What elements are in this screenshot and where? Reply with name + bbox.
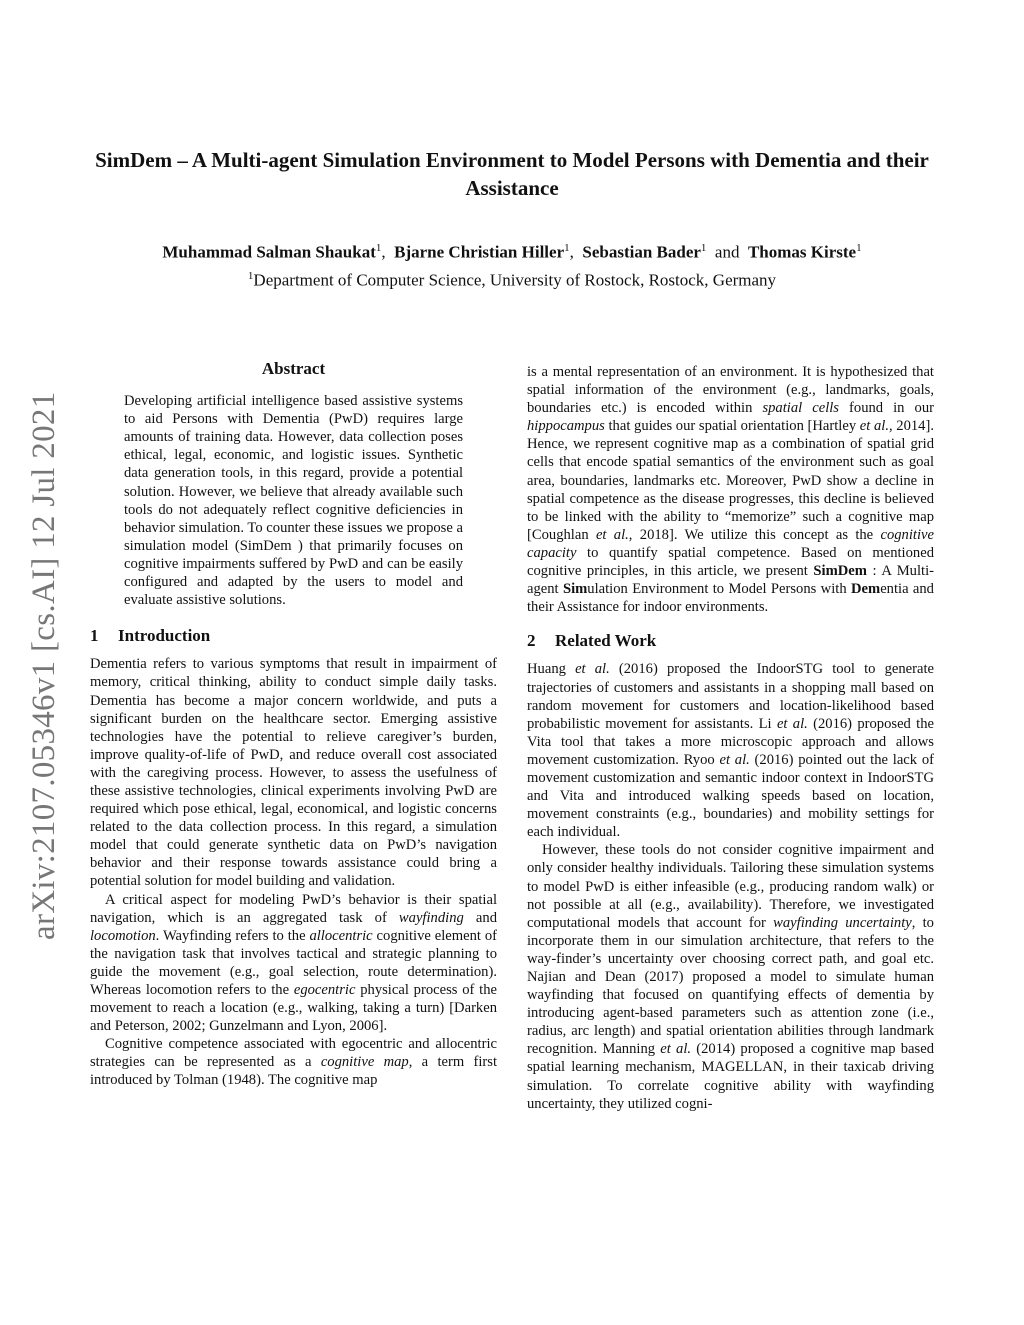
author-separator: , [381,242,386,262]
section-title: Related Work [555,631,657,651]
section-heading-related-work [527,632,934,650]
left-column [90,360,497,1090]
author-name: Thomas Kirste [747,242,857,262]
affiliation-text: Department of Computer Science, University of Rostock, Rostock, Germany [253,270,777,290]
related-paragraph-1: Huang et al. (2016) proposed the IndoorSTG tool to generate trajectories of customers and assistants in a shopping mall based on random movement for customers and location-likelihood based probabilistic movement for assistants. Li et al. (2016) proposed the Vita tool that takes a more microscopic approach and allows movement customization. Ryoo et al. (2016) pointed out the lack of movement customization and semantic indoor context in IndoorSTG and Vita and introduced walking speeds based on location, movement constraints (e.g., boundaries) and mobility settings for each individual. [527,661,935,841]
affiliation-mark: 1 [247,270,254,282]
intro-paragraph-2: A critical aspect for modeling PwD’s behavior is their spatial navigation, which is an aggregated task of wayfinding and locomotion. Wayfinding refers to the allocentric cognitive element of the navigation task that involves tactical and strategic planning to guide the movement (e.g., goal selection, route determination). Whereas locomotion refers to the egocentric physical process of the movement to reach a location (e.g., walking, taking a turn) [Darken and Peterson, 2002; Gunzelmann and Lyon, 2006]. [90,891,497,1035]
intro-paragraph-3: Cognitive competence associated with egocentric and allocentric strategies can be represented as a cognitive map, a term first introduced by Tolman (1948). The cognitive map [90,1036,497,1089]
section-title: Introduction [118,626,211,646]
abstract-heading: Abstract [261,359,326,378]
arxiv-stamp: arXiv:2107.05346v1 [cs.AI] 12 Jul 2021 [26,391,62,940]
section-number: 2 [527,631,536,651]
intro-paragraph-1: Dementia refers to various symptoms that result in impairment of memory, critical thinking, ability to conduct simple daily tasks. Dementia has become a major concern worldwide, and puts a significant burden on the healthcare sector. Emerging assistive technologies have the potential to relieve caregiver’s burden, improve quality-of-life of PwD, and reduce overall cost associated with the caregiving process. However, to assess the usefulness of these assistive technologies, clinical experiments involving PwD are required which pose ethical, legal, economical, and logistic concerns related to the data collection process. In this regard, a simulation model that could generate synthetic data on PwD’s navigation behavior and their response towards assistance could bring a potential solution for model building and validation. [90,656,497,890]
author-name: Sebastian Bader [582,242,701,262]
author-list [40,235,984,266]
author-affil-mark: 1 [564,242,570,254]
related-paragraph-2: However, these tools do not consider cognitive impairment and only consider healthy individuals. Tailoring these simulation systems to model PwD is either infeasible (e.g., producing random walk) or not possible at all (e.g., availability). Therefore, we investigated computational models that account for wayfinding uncertainty, to incorporate them in our simulation architecture, that refers to the way-finder’s uncertainty over choosing correct path, and goal etc. Najian and Dean (2017) proposed a model to simulate human wayfinding that focused on quantifying effects of dementia by introducing agent-based parameters such as attention zone (i.e., radius, arc length) and spatial orientation abilities through landmark recognition. Manning et al. (2014) proposed a cognitive map based spatial learning mechanism, MAGELLAN, in their taxicab driving simulation. To correlate cognitive ability with wayfinding uncertainty, they utilized cogni- [527,842,934,1112]
intro-paragraph-4: is a mental representation of an environment. It is hypothesized that spatial information of the environment (e.g., landmarks, goals, boundaries etc.) is encoded within spatial cells found in our hippocampus that guides our spatial orientation [Hartley et al., 2014]. Hence, we represent cognitive map as a combination of spatial grid cells that encode spatial semantics of the environment such as goal area, boundaries, landmarks etc. Moreover, PwD show a decline in spatial competence as the disease progresses, this decline is believed to be linked with the ability to “memorize” such a cognitive map [Coughlan et al., 2018]. We utilize this concept as the cognitive capacity to quantify spatial competence. Based on mentioned cognitive principles, in this article, we present SimDem : A Multi-agent Simulation Environment to Model Persons with Dementia and their Assistance for indoor environments. [527,364,934,616]
right-column [527,363,934,1113]
paper-title: SimDem – A Multi-agent Simulation Environment to Model Persons with Dementia and their Assistance [95,148,929,200]
section-heading-introduction [90,627,497,645]
author-and: and [714,242,740,262]
author-affil-mark: 1 [375,242,382,254]
author-name: Muhammad Salman Shaukat [162,242,376,262]
author-affil-mark: 1 [700,242,707,254]
author-separator: , [569,242,574,262]
author-name: Bjarne Christian Hiller [394,242,565,262]
abstract-text: Developing artificial intelligence based assistive systems to aid Persons with Dementia (PwD) requires large amounts of training data. However, data collection poses ethical, legal, economic, and logistic issues. Synthetic data generation tools, in this regard, provide a potential solution. However, we believe that already available such tools do not adequately reflect cognitive deficiencies in behavior simulation. To counter these issues we propose a simulation model (SimDem ) that primarily focuses on cognitive impairments suffered by PwD and can be easily configured and adapted by the users to model and evaluate assistive solutions. [124,393,463,609]
affiliation [40,263,984,294]
section-number: 1 [90,626,99,646]
author-affil-mark: 1 [856,242,862,254]
